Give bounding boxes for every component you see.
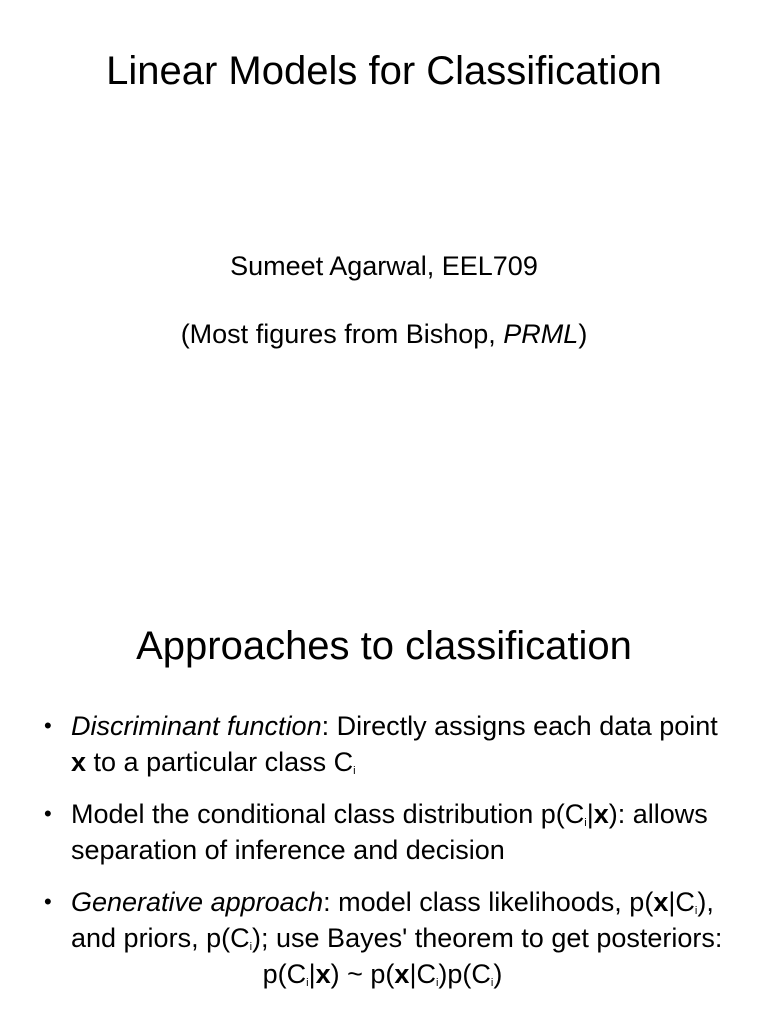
bullet-list (44, 708, 734, 1008)
subscript: i (584, 817, 587, 829)
slide-title: Linear Models for Classification (106, 49, 662, 93)
text: ), and priors, p(C (71, 887, 714, 953)
subscript: i (694, 905, 698, 917)
text: ) ~ p( (330, 959, 395, 989)
subscript: i (353, 765, 356, 777)
text: : model class likelihoods, p( (323, 887, 654, 917)
bullet-item-discriminant (44, 708, 734, 780)
text: ); use Bayes' theorem to get posteriors: (252, 923, 723, 953)
vector-x: x (593, 799, 609, 829)
text: | (308, 959, 316, 989)
text: p(C (262, 959, 307, 989)
bullet-item-conditional (44, 796, 734, 868)
approaches-slide (0, 576, 768, 1024)
vector-x: x (315, 959, 331, 989)
text: ) (493, 959, 503, 989)
vector-x: x (394, 959, 410, 989)
subscript: i (249, 941, 253, 953)
subscript: i (435, 977, 439, 989)
text: : Directly assigns each data point (321, 711, 718, 741)
bullet-item-generative (44, 884, 734, 992)
author-line: Sumeet Agarwal, EEL709 (230, 251, 538, 281)
bayes-formula (71, 956, 734, 992)
figure-credit-line (0, 318, 768, 350)
subscript: i (306, 977, 309, 989)
text: Model the conditional class distribution p(C (71, 799, 585, 829)
bullet-icon: • (44, 889, 52, 914)
bullet-icon: • (44, 713, 52, 738)
text: |C (668, 887, 695, 917)
credit-suffix: ) (578, 319, 588, 349)
slide-title: Approaches to classification (136, 624, 632, 668)
text: to a particular class C (86, 747, 354, 777)
book-title: PRML (503, 319, 579, 349)
credit-prefix: (Most figures from Bishop, (180, 319, 504, 349)
text: |C (409, 959, 436, 989)
vector-x: x (653, 887, 669, 917)
vector-x: x (71, 747, 87, 777)
text: ): allows separation of inference and decision (71, 799, 708, 865)
bullet-icon: • (44, 801, 52, 826)
subscript: i (490, 977, 494, 989)
text: )p(C (438, 959, 491, 989)
term: Discriminant function (71, 711, 322, 741)
term: Generative approach (71, 887, 324, 917)
text: | (586, 799, 594, 829)
